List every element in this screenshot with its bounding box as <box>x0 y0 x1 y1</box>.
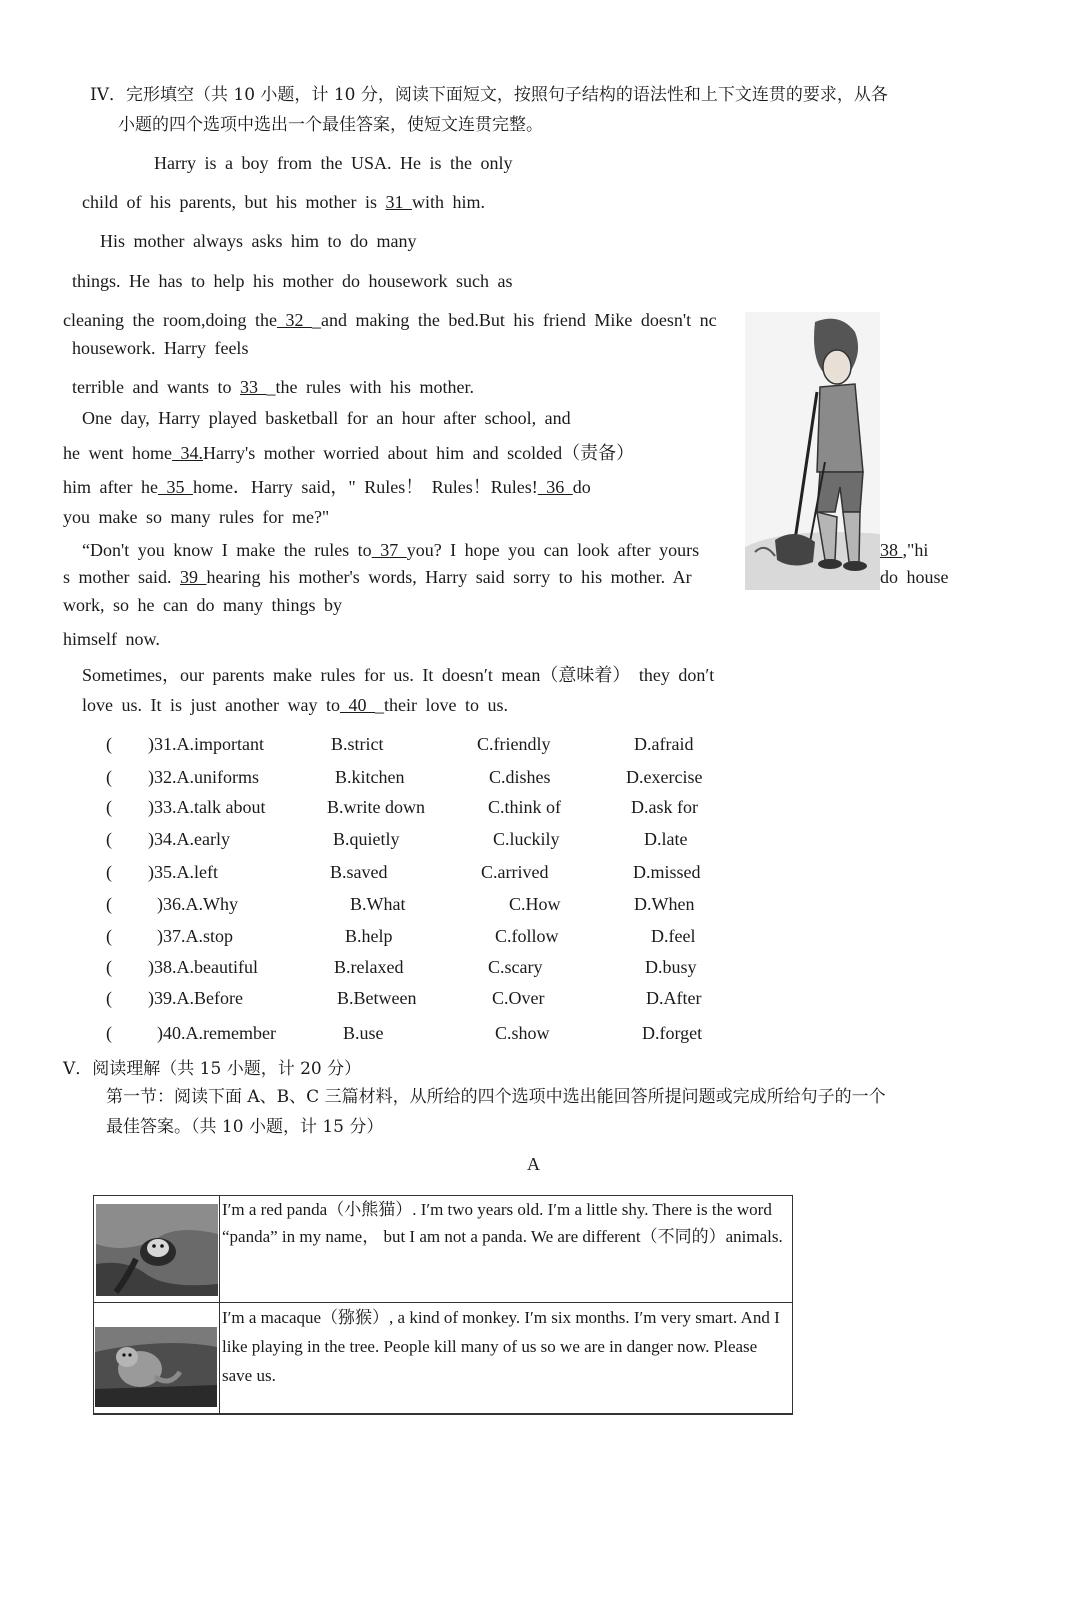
question-stem: )32.A.uniforms <box>148 767 259 787</box>
blank-35: 35 <box>157 477 193 497</box>
passage-text: _their love to us. <box>374 695 508 715</box>
macaque-photo <box>95 1327 217 1407</box>
macaque-text: I′m a macaque（猕猴）, a kind of monkey. I′m six months. I′m very smart. And I like playing in the tree. People kill many of us so we are in danger now. Please save us. <box>222 1308 780 1385</box>
option-d: D.afraid <box>634 734 694 754</box>
blank-33: 33 <box>239 377 267 397</box>
option-b: B.Between <box>337 988 417 1008</box>
passage-line <box>63 310 745 331</box>
question-stem: )39.A.Before <box>148 988 243 1008</box>
section-4-heading-cont: 小题的四个选项中选出一个最佳答案，使短文连贯完整。 <box>118 115 543 135</box>
passage-line <box>63 439 634 465</box>
question-paren: ( <box>106 1023 112 1043</box>
blank-34: 34. <box>171 443 203 463</box>
passage-line: housework. Harry feels <box>72 338 249 358</box>
option-b: B.write down <box>327 797 425 817</box>
section-5-instructions: 第一节：阅读下面 A、B、C 三篇材料，从所给的四个选项中选出能回答所提问题或完成所给句子的一个 <box>106 1087 886 1107</box>
question-stem: )38.A.beautiful <box>148 957 258 977</box>
option-c: C.friendly <box>477 734 551 754</box>
question-stem: )35.A.left <box>148 862 218 882</box>
option-c: C.luckily <box>493 829 560 849</box>
option-c: C.think of <box>488 797 562 817</box>
passage-line: His mother always asks him to do many <box>100 231 417 251</box>
passage-line: Sometimes，our parents make rules for us. It doesn′t mean（意味着） they don′t <box>82 665 715 685</box>
option-d: D.ask for <box>631 797 698 817</box>
blank-31: 31 <box>385 192 412 212</box>
question-paren: ( <box>106 734 112 754</box>
option-b: B.saved <box>330 862 388 882</box>
passage-text: s mother said. <box>63 567 180 587</box>
option-b: B.kitchen <box>335 767 405 787</box>
option-b: B.quietly <box>333 829 400 849</box>
passage-text: hearing his mother's words, Harry said sorry to his mother. Ar <box>206 567 692 587</box>
macaque-text-cell <box>219 1302 793 1414</box>
passage-line <box>63 473 591 499</box>
option-d: D.late <box>644 829 688 849</box>
passage-line <box>82 192 485 213</box>
question-stem: )33.A.talk about <box>148 797 266 817</box>
blank-39: 39 <box>180 567 207 587</box>
question-paren: ( <box>106 797 112 817</box>
section-5-instructions-cont: 最佳答案。（共 10 小题，计 15 分） <box>106 1117 384 1137</box>
passage-text: him after he <box>63 477 158 497</box>
question-stem: )31.A.important <box>148 734 264 754</box>
red-panda-text: I′m a red panda（小熊猫）. I′m two years old. I′m a little shy. There is the word “panda” in my name， but I am not a panda. We are different（不同的）animals. <box>222 1200 783 1246</box>
red-panda-text-cell <box>219 1195 793 1303</box>
passage-text: _the rules with his mother. <box>266 377 474 397</box>
passage-letter-a: A <box>527 1154 540 1174</box>
passage-line: things. He has to help his mother do housework such as <box>72 271 513 291</box>
section-4-heading: IV．完形填空（共 10 小题，计 10 分，阅读下面短文，按照句子结构的语法性和上下文连贯的要求，从各 <box>90 85 888 105</box>
question-paren: ( <box>106 767 112 787</box>
passage-text: do <box>572 477 591 497</box>
passage-line: you make so many rules for me?" <box>63 507 330 527</box>
option-d: D.forget <box>642 1023 703 1043</box>
option-c: C.Over <box>492 988 545 1008</box>
passage-line-tail: do house <box>880 567 949 587</box>
option-d: D.missed <box>633 862 701 882</box>
passage-line: work, so he can do many things by <box>63 595 342 615</box>
macaque-photo-cell <box>93 1302 220 1414</box>
option-b: B.help <box>345 926 393 946</box>
passage-line: Harry is a boy from the USA. He is the only <box>154 153 513 173</box>
passage-text: child of his parents, but his mother is <box>82 192 386 212</box>
passage-text: ,"hi <box>902 540 929 560</box>
passage-line <box>72 377 474 398</box>
blank-40: 40 <box>339 695 375 715</box>
reading-a-table <box>93 1195 793 1415</box>
option-b: B.strict <box>331 734 384 754</box>
question-paren: ( <box>106 957 112 977</box>
question-paren: ( <box>106 988 112 1008</box>
question-stem: )36.A.Why <box>157 894 238 914</box>
passage-line: himself now. <box>63 629 160 649</box>
passage-line-tail <box>880 540 928 561</box>
question-paren: ( <box>106 926 112 946</box>
blank-32: 32 <box>276 310 312 330</box>
question-paren: ( <box>106 829 112 849</box>
red-panda-photo <box>96 1204 218 1296</box>
question-stem: )34.A.early <box>148 829 230 849</box>
option-d: D.When <box>634 894 695 914</box>
option-c: C.dishes <box>489 767 551 787</box>
question-paren: ( <box>106 894 112 914</box>
option-d: D.After <box>646 988 702 1008</box>
passage-text: “Don't you know I make the rules to <box>82 540 372 560</box>
option-d: D.busy <box>645 957 697 977</box>
blank-36: 36 <box>537 477 573 497</box>
boy-sweeping-drawing <box>745 312 880 590</box>
passage-text: Harry's mother worried about him and scolded（责备） <box>202 443 635 463</box>
option-b: B.use <box>343 1023 384 1043</box>
passage-text: he went home <box>63 443 172 463</box>
passage-text: _and making the bed.But his friend Mike doesn't nc <box>311 310 717 330</box>
passage-line <box>82 540 744 561</box>
boy-sweeping-illustration <box>745 312 880 590</box>
passage-line <box>63 567 745 588</box>
passage-text: terrible and wants to <box>72 377 240 397</box>
option-c: C.follow <box>495 926 559 946</box>
passage-line <box>82 695 508 716</box>
passage-text: with him. <box>411 192 485 212</box>
option-c: C.How <box>509 894 561 914</box>
question-stem: )40.A.remember <box>157 1023 276 1043</box>
passage-text: you? I hope you can look after yours <box>406 540 700 560</box>
question-paren: ( <box>106 862 112 882</box>
option-c: C.show <box>495 1023 550 1043</box>
option-d: D.exercise <box>626 767 703 787</box>
passage-text: home．Harry said，" Rules！ Rules！Rules! <box>192 477 538 497</box>
option-d: D.feel <box>651 926 696 946</box>
section-5-heading: V．阅读理解（共 15 小题，计 20 分） <box>63 1059 362 1079</box>
red-panda-photo-cell <box>93 1195 220 1303</box>
option-b: B.What <box>350 894 406 914</box>
blank-37: 37 <box>371 540 407 560</box>
option-b: B.relaxed <box>334 957 404 977</box>
option-c: C.scary <box>488 957 543 977</box>
passage-text: cleaning the room,doing the <box>63 310 277 330</box>
option-c: C.arrived <box>481 862 549 882</box>
question-stem: )37.A.stop <box>157 926 233 946</box>
passage-text: love us. It is just another way to <box>82 695 340 715</box>
blank-38: 38 <box>880 540 903 560</box>
passage-line: One day, Harry played basketball for an hour after school, and <box>82 408 571 428</box>
